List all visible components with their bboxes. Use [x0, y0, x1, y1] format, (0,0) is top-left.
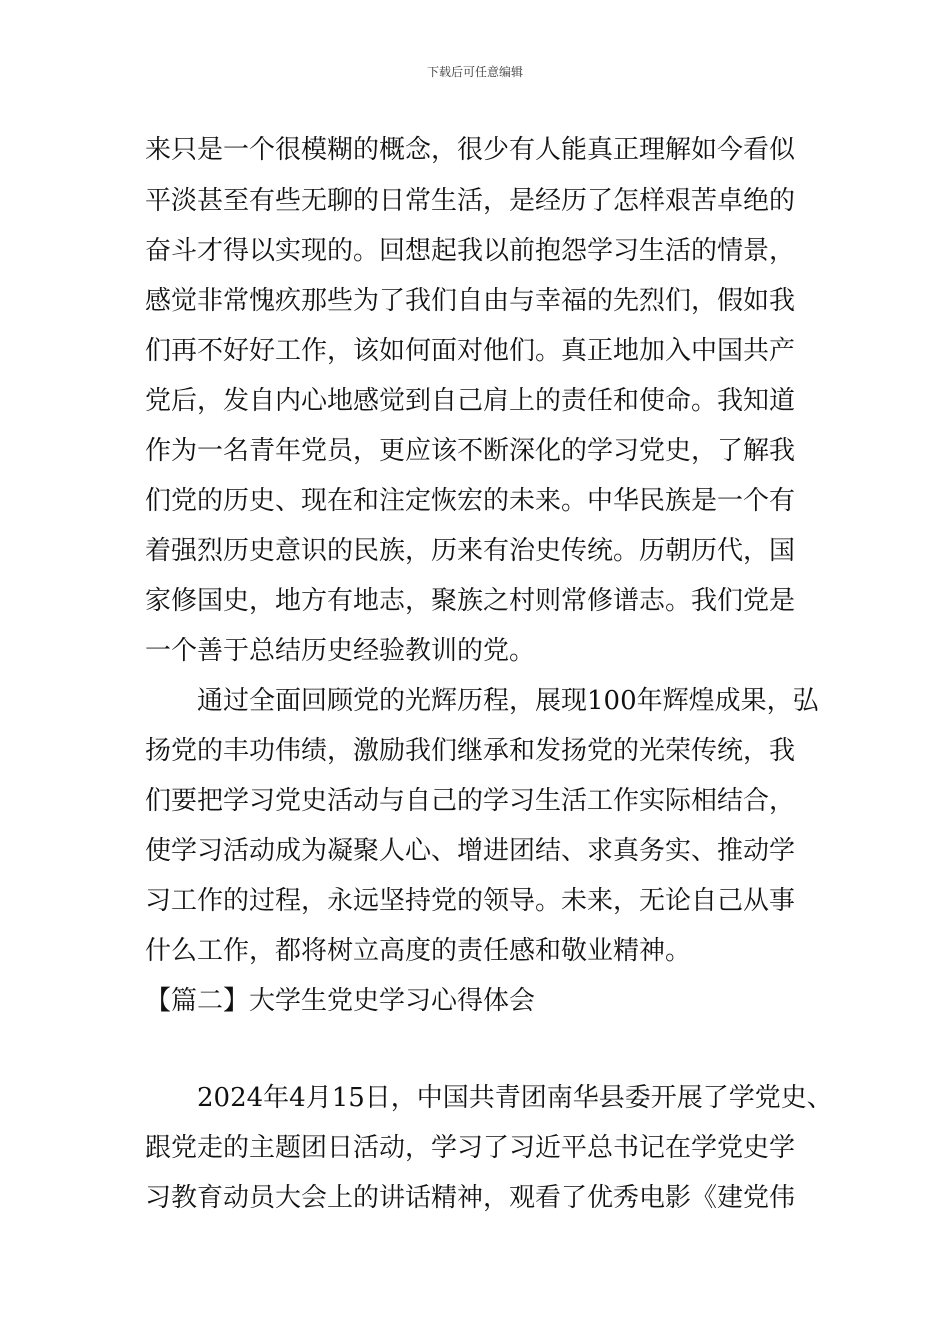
paragraph-line: 习教育动员大会上的讲话精神，观看了优秀电影《建党伟: [145, 1183, 796, 1213]
paragraph-line: 们要把学习党史活动与自己的学习生活工作实际相结合，: [145, 786, 796, 816]
paragraph-line: 使学习活动成为凝聚人心、增进团结、求真务实、推动学: [145, 836, 796, 866]
paragraph-line: 感觉非常愧疚那些为了我们自由与幸福的先烈们，假如我: [145, 286, 796, 316]
paragraph-line: 通过全面回顾党的光辉历程，展现100年辉煌成果，弘: [197, 686, 819, 716]
paragraph-line: 什么工作，都将树立高度的责任感和敬业精神。: [145, 936, 692, 966]
paragraph-line: 着强烈历史意识的民族，历来有治史传统。历朝历代，国: [145, 536, 796, 566]
paragraph-line: 们党的历史、现在和注定恢宏的未来。中华民族是一个有: [145, 486, 796, 516]
paragraph-line: 扬党的丰功伟绩，激励我们继承和发扬党的光荣传统，我: [145, 736, 796, 766]
section-heading: 【篇二】大学生党史学习心得体会: [145, 986, 536, 1016]
paragraph-line: 奋斗才得以实现的。回想起我以前抱怨学习生活的情景，: [145, 236, 796, 266]
paragraph-line: 们再不好好工作，该如何面对他们。真正地加入中国共产: [145, 336, 796, 366]
paragraph-line: 跟党走的主题团日活动，学习了习近平总书记在学党史学: [145, 1133, 796, 1163]
paragraph-line: 一个善于总结历史经验教训的党。: [145, 636, 536, 666]
paragraph-line: 来只是一个很模糊的概念，很少有人能真正理解如今看似: [145, 135, 796, 165]
paragraph-line: 习工作的过程，永远坚持党的领导。未来，无论自己从事: [145, 886, 796, 916]
paragraph-line: 2024年4月15日，中国共青团南华县委开展了学党史、: [197, 1083, 833, 1113]
paragraph-line: 平淡甚至有些无聊的日常生活，是经历了怎样艰苦卓绝的: [145, 186, 796, 216]
paragraph-line: 党后，发自内心地感觉到自己肩上的责任和使命。我知道: [145, 386, 796, 416]
paragraph-line: 家修国史，地方有地志，聚族之村则常修谱志。我们党是: [145, 586, 796, 616]
paragraph-line: 作为一名青年党员，更应该不断深化的学习党史，了解我: [145, 436, 796, 466]
page-header: 下载后可任意编辑: [426, 65, 523, 79]
